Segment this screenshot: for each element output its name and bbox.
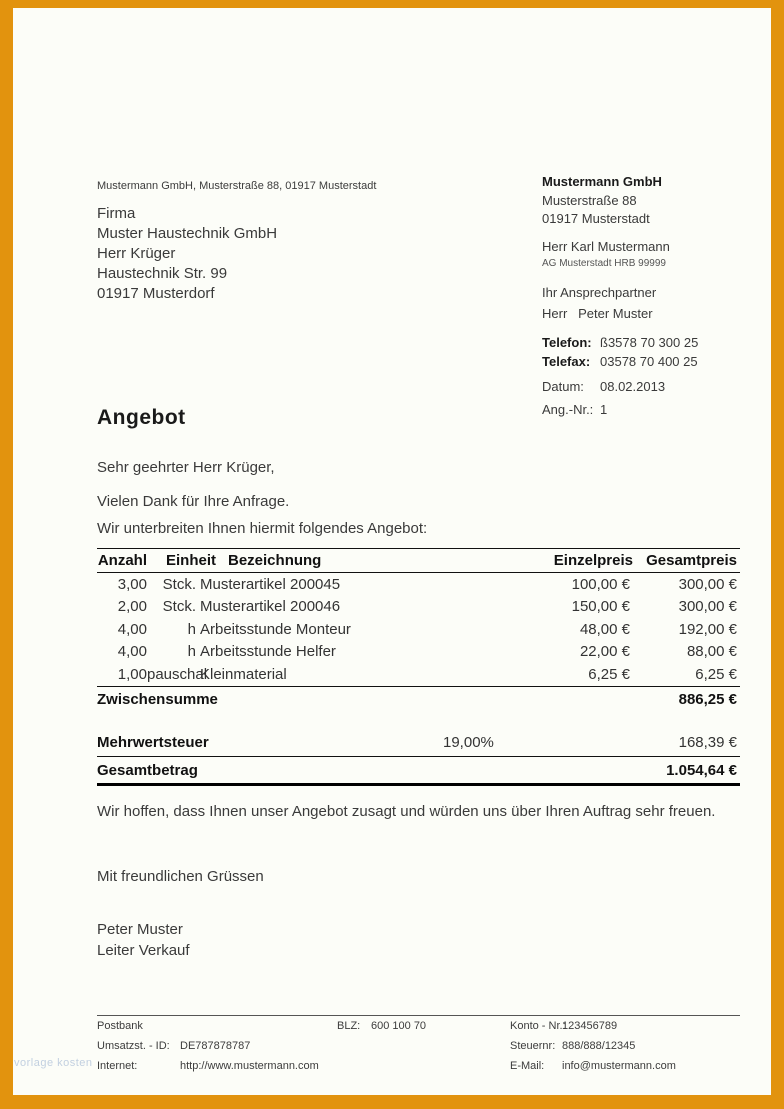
cell-qty: 4,00 — [117, 620, 147, 638]
grand-total-row — [97, 757, 740, 786]
offer-number-value: 1 — [600, 402, 608, 417]
bank-name: Postbank — [97, 1020, 143, 1032]
vat-id-label: Umsatzst. - ID: — [97, 1040, 170, 1052]
signature-title: Leiter Verkauf — [97, 942, 190, 959]
items-table — [97, 548, 740, 786]
date-row — [542, 379, 665, 394]
header-total-price: Gesamtpreis — [646, 552, 737, 569]
recipient-street: Haustechnik Str. 99 — [97, 265, 228, 282]
recipient-company-type: Firma — [97, 205, 136, 222]
grand-total-value: 1.054,64 € — [666, 761, 737, 779]
recipient-city: 01917 Musterdorf — [97, 285, 215, 302]
cell-unit: Stck. — [162, 575, 196, 593]
signature-block — [97, 919, 190, 961]
contact-heading: Ihr Ansprechpartner — [542, 285, 657, 300]
fax-value: 03578 70 400 25 — [600, 354, 698, 369]
header-unit-price: Einzelpreis — [553, 552, 633, 569]
vat-id-value: DE787878787 — [180, 1040, 251, 1052]
date-value: 08.02.2013 — [600, 379, 666, 394]
account-label: Konto - Nr.: — [510, 1020, 566, 1032]
cell-unit-price: 150,00 € — [571, 598, 630, 616]
header-qty: Anzahl — [97, 552, 147, 569]
phone-row — [542, 335, 698, 350]
subtotal-row — [97, 686, 740, 713]
fax-row — [542, 354, 698, 369]
phone-label: Telefon: — [542, 335, 592, 350]
table-row — [97, 596, 740, 619]
offer-number-label: Ang.-Nr.: — [542, 402, 594, 417]
blz-label: BLZ: — [337, 1020, 361, 1032]
recipient-company: Muster Haustechnik GmbH — [97, 225, 278, 242]
tax-no-value: 888/888/12345 — [562, 1040, 636, 1052]
company-name: Mustermann GmbH — [542, 174, 662, 189]
sender-line: Mustermann GmbH, Musterstraße 88, 01917 Musterstadt — [97, 180, 377, 192]
cell-unit: Stck. — [162, 598, 196, 616]
phone-value: ß3578 70 300 25 — [600, 335, 699, 350]
blz-value: 600 100 70 — [371, 1020, 427, 1032]
items-table-header — [97, 548, 740, 573]
cell-unit-price: 22,00 € — [579, 643, 630, 661]
cell-unit-price: 100,00 € — [571, 575, 630, 593]
contact-person: Herr Peter Muster — [542, 306, 653, 321]
cell-unit-price: 48,00 € — [579, 620, 630, 638]
cell-qty: 4,00 — [117, 643, 147, 661]
grand-total-label: Gesamtbetrag — [97, 761, 198, 779]
company-register: AG Musterstadt HRB 99999 — [542, 258, 666, 269]
cell-unit-price: 6,25 € — [588, 665, 630, 683]
vat-row — [97, 732, 740, 757]
tax-no-label: Steuernr: — [510, 1040, 556, 1052]
cell-total: 300,00 € — [678, 598, 737, 616]
subtotal-label: Zwischensumme — [97, 691, 218, 708]
site-watermark: vorlage kosten — [14, 1057, 93, 1069]
salutation: Sehr geehrter Herr Krüger, — [97, 459, 275, 476]
account-value: 123456789 — [562, 1020, 618, 1032]
recipient-contact: Herr Krüger — [97, 245, 176, 262]
regards-text: Mit freundlichen Grüssen — [97, 868, 264, 885]
fax-label: Telefax: — [542, 354, 591, 369]
header-unit: Einheit — [166, 552, 217, 569]
cell-unit: h — [187, 643, 196, 661]
table-row — [97, 618, 740, 641]
vat-label: Mehrwertsteuer — [97, 733, 209, 751]
table-row — [97, 641, 740, 664]
cell-unit: h — [187, 620, 196, 638]
cell-total: 88,00 € — [686, 643, 737, 661]
cell-qty: 3,00 — [117, 575, 147, 593]
cell-total: 6,25 € — [695, 665, 737, 683]
company-info-block — [542, 174, 757, 417]
signature-name: Peter Muster — [97, 921, 183, 938]
recipient-address — [97, 204, 277, 304]
subtotal-value: 886,25 € — [678, 691, 737, 708]
closing-text: Wir hoffen, dass Ihnen unser Angebot zusagt und würden uns über Ihren Auftrag sehr freuen. — [97, 803, 716, 820]
table-row — [97, 573, 740, 596]
footer-divider — [97, 1015, 740, 1016]
email-value: info@mustermann.com — [562, 1060, 676, 1072]
cell-total: 300,00 € — [678, 575, 737, 593]
cell-description: Arbeitsstunde Monteur — [200, 620, 351, 638]
cell-qty: 1,00 — [117, 665, 147, 683]
cell-description: Musterartikel 200045 — [200, 575, 341, 593]
cell-description: Musterartikel 200046 — [200, 598, 341, 616]
date-label: Datum: — [542, 379, 584, 394]
cell-description: Arbeitsstunde Helfer — [200, 643, 336, 661]
header-description: Bezeichnung — [228, 552, 322, 569]
table-row — [97, 663, 740, 686]
intro-line-2: Wir unterbreiten Ihnen hiermit folgendes Angebot: — [97, 520, 428, 537]
cell-description: Kleinmaterial — [200, 665, 287, 683]
intro-line-1: Vielen Dank für Ihre Anfrage. — [97, 493, 290, 510]
vat-rate: 19,00% — [443, 733, 494, 751]
company-city: 01917 Musterstadt — [542, 211, 650, 226]
company-street: Musterstraße 88 — [542, 193, 637, 208]
offer-number-row — [542, 402, 607, 417]
cell-qty: 2,00 — [117, 598, 147, 616]
company-owner: Herr Karl Mustermann — [542, 239, 670, 254]
internet-label: Internet: — [97, 1060, 138, 1072]
cell-total: 192,00 € — [678, 620, 737, 638]
internet-value: http://www.mustermann.com — [180, 1060, 319, 1072]
vat-amount: 168,39 € — [678, 733, 737, 751]
page-title: Angebot — [97, 406, 186, 429]
email-label: E-Mail: — [510, 1060, 545, 1072]
cell-unit: pauschal — [147, 665, 208, 683]
